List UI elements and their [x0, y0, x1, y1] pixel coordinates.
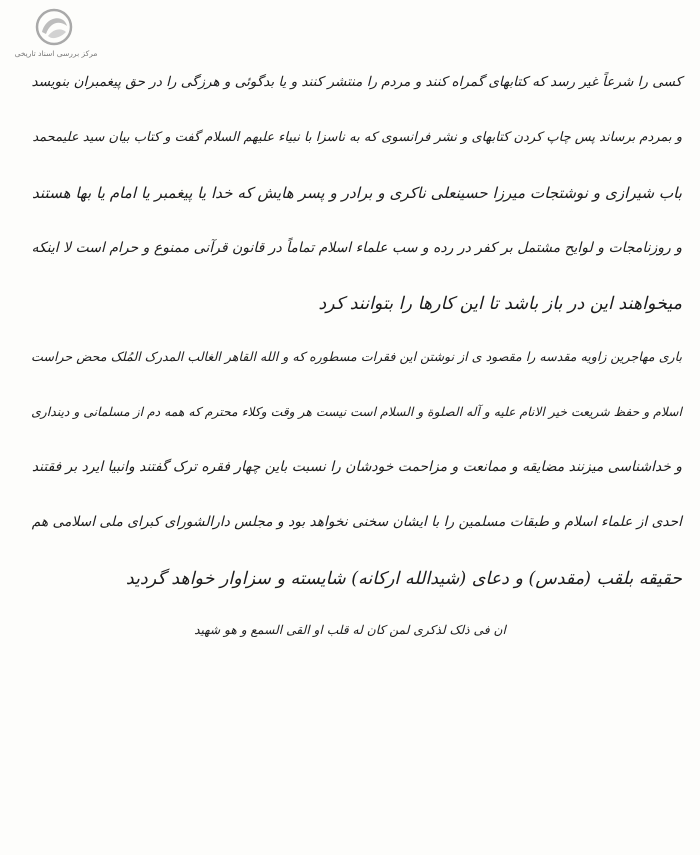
text-line-8: و خداشناسی میزنند مضایقه و ممانعت و مزاحمت خودشان را نسبت باین چهار فقره ترک گفتند وانبیا ایرد بر فقتند: [31, 459, 682, 475]
text-line-4: و روزنامجات و لوایح مشتمل بر کفر در رده و سب علماء اسلام تماماً در قانون قرآنی ممنوع و حرام است لا اینکه: [31, 240, 682, 256]
closing-verse: ان فی ذلک لذکری لمن کان له قلب او القی السمع و هو شهید: [194, 623, 506, 637]
text-line-2: و بمردم برساند پس چاپ کردن کتابهای و نشر فرانسوی که به ناسزا با نبیاء علیهم السلام گفت و کتاب بیان سید علیمحمد: [32, 130, 682, 145]
archive-logo-text: مرکز بررسی اسناد تاریخی: [14, 49, 98, 58]
circular-emblem-icon: [34, 8, 74, 46]
text-line-9: احدی از علماء اسلام و طبقات مسلمین را با ایشان سخنی نخواهد بود و مجلس دارالشورای کبرای ملی اسلامی هم: [31, 514, 682, 530]
text-line-5: میخواهند این در باز باشد تا این کارها را بتوانند کرد: [318, 294, 682, 314]
archive-logo: [10, 8, 102, 64]
text-line-7: اسلام و حفظ شریعت خیر الانام علیه و آله الصلوة و السلام است نیست هر وقت وکلاء محترم که همه دم از مسلمانی و دینداری: [31, 405, 682, 419]
text-line-3: باب شیرازی و نوشتجات میرزا حسینعلی ناکری و برادر و پسر هایش که خدا یا پیغمبر یا امام یا بها هستند: [31, 184, 682, 202]
text-line-6: بارى مهاجرین زاویه مقدسه را مقصود ی از نوشتن این فقرات مسطوره که و الله القاهر الغالب المدرک المُلک محض حراست: [31, 349, 682, 364]
text-line-1: کسی را شرعاً غیر رسد که کتابهای گمراه کنند و مردم را منتشر کنند و یا بدگوئی و هرزگی را در حق پیغمبران بنویسد: [31, 74, 682, 90]
text-line-10: حقیقه بلقب (مقدس) و دعای (شیدالله ارکانه) شایسته و سزاوار خواهد گردید: [125, 569, 682, 589]
